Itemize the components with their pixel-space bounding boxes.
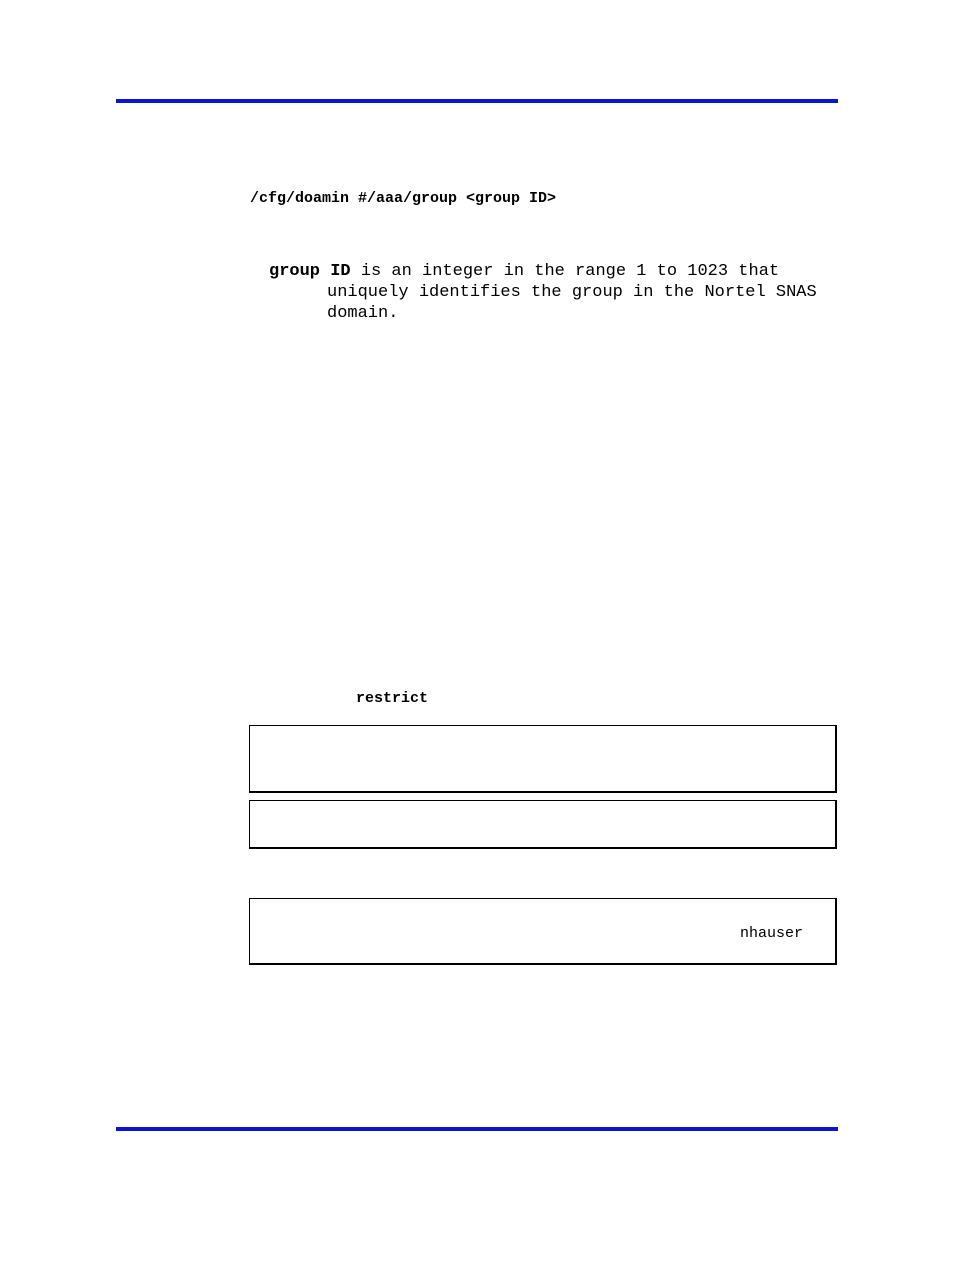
footer-rule bbox=[116, 1127, 838, 1131]
parameter-text: is an integer in the range 1 to 1023 that uniquely identifies the group in the Nortel SNAS domain. bbox=[327, 262, 817, 323]
example-box-1 bbox=[249, 725, 837, 793]
parameter-term: group ID bbox=[269, 262, 351, 281]
example-box-3-text: nhauser bbox=[739, 925, 803, 942]
header-rule bbox=[116, 99, 838, 103]
parameter-description bbox=[269, 261, 867, 324]
example-box-2 bbox=[249, 800, 837, 849]
restrict-keyword: restrict bbox=[356, 690, 429, 707]
example-box-3 bbox=[249, 898, 837, 965]
command-syntax: /cfg/doamin #/aaa/group <group ID> bbox=[250, 190, 557, 207]
